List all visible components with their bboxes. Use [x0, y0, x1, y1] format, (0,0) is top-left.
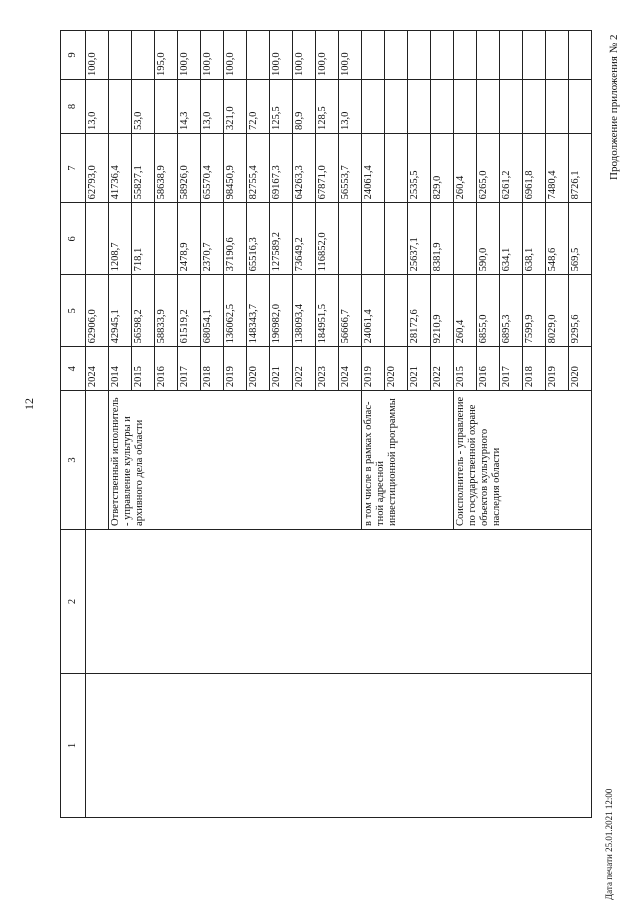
value-cell-c8: 80,9	[293, 79, 316, 133]
year-cell: 2016	[477, 347, 500, 391]
value-cell-c6: 638,1	[523, 203, 546, 275]
value-cell-c5: 196982,0	[270, 275, 293, 347]
value-cell-c9	[500, 31, 523, 80]
value-cell-c9	[454, 31, 477, 80]
value-cell-c5: 56598,2	[132, 275, 155, 347]
value-cell-c5: 138093,4	[293, 275, 316, 347]
value-cell-c8	[477, 79, 500, 133]
value-cell-c5: 184951,5	[316, 275, 339, 347]
value-cell-c6: 116852,0	[316, 203, 339, 275]
value-cell-c9	[132, 31, 155, 80]
year-cell: 2022	[293, 347, 316, 391]
value-cell-c6: 37190,6	[224, 203, 247, 275]
value-cell-c9	[247, 31, 270, 80]
value-cell-c8	[155, 79, 178, 133]
value-cell-c8: 128,5	[316, 79, 339, 133]
value-cell-c9: 195,0	[155, 31, 178, 80]
value-cell-c8: 13,0	[201, 79, 224, 133]
value-cell-c9: 100,0	[86, 31, 109, 80]
year-cell: 2019	[362, 347, 385, 391]
value-cell-c9	[523, 31, 546, 80]
value-cell-c8	[431, 79, 454, 133]
value-cell-c7: 58638,9	[155, 133, 178, 202]
table-row	[86, 31, 109, 818]
value-cell-c6	[339, 203, 362, 275]
print-date: Дата печати 25.01.2021 12:00	[604, 788, 614, 900]
value-cell-c9: 100,0	[339, 31, 362, 80]
value-cell-c6: 718,1	[132, 203, 155, 275]
value-cell-c6: 1208,7	[109, 203, 132, 275]
value-cell-c7: 65570,4	[201, 133, 224, 202]
value-cell-c7: 56553,7	[339, 133, 362, 202]
value-cell-c8: 125,5	[270, 79, 293, 133]
year-cell: 2014	[109, 347, 132, 391]
value-cell-c6	[454, 203, 477, 275]
column-header-1: 1	[61, 673, 86, 817]
value-cell-c9	[385, 31, 408, 80]
value-cell-c7: 6261,2	[500, 133, 523, 202]
value-cell-c6: 548,6	[546, 203, 569, 275]
value-cell-c5: 9295,6	[569, 275, 592, 347]
value-cell-c5: 61519,2	[178, 275, 201, 347]
year-cell: 2021	[270, 347, 293, 391]
value-cell-c8	[408, 79, 431, 133]
group-label: в том числе в рамках облас-тной адресной инвестиционной программы	[362, 391, 454, 530]
value-cell-c7: 829,0	[431, 133, 454, 202]
value-cell-c6: 590,0	[477, 203, 500, 275]
value-cell-c5: 148343,7	[247, 275, 270, 347]
year-cell: 2016	[155, 347, 178, 391]
value-cell-c7: 6961,8	[523, 133, 546, 202]
value-cell-c6: 2478,9	[178, 203, 201, 275]
value-cell-c9	[569, 31, 592, 80]
value-cell-c5: 8029,0	[546, 275, 569, 347]
year-cell: 2023	[316, 347, 339, 391]
value-cell-c7: 6265,0	[477, 133, 500, 202]
value-cell-c6	[86, 203, 109, 275]
value-cell-c9	[477, 31, 500, 80]
value-cell-c6: 65516,3	[247, 203, 270, 275]
value-cell-c6: 8381,9	[431, 203, 454, 275]
value-cell-c5: 42945,1	[109, 275, 132, 347]
continuation-label: Продолжение приложения № 2	[608, 34, 620, 180]
value-cell-c6	[385, 203, 408, 275]
year-cell: 2022	[431, 347, 454, 391]
value-cell-c9: 100,0	[293, 31, 316, 80]
value-cell-c7: 69167,3	[270, 133, 293, 202]
value-cell-c8: 13,0	[86, 79, 109, 133]
value-cell-c7: 55827,1	[132, 133, 155, 202]
group-label: Соисполнитель - управление по государственной охране объектов культурного наследия области	[454, 391, 592, 530]
value-cell-c7	[385, 133, 408, 202]
value-cell-c6: 127589,2	[270, 203, 293, 275]
year-cell: 2017	[500, 347, 523, 391]
value-cell-c7: 82755,4	[247, 133, 270, 202]
value-cell-c8	[109, 79, 132, 133]
value-cell-c9: 100,0	[201, 31, 224, 80]
value-cell-c6: 73649,2	[293, 203, 316, 275]
year-cell: 2020	[385, 347, 408, 391]
value-cell-c5: 28172,6	[408, 275, 431, 347]
value-cell-c5: 68054,1	[201, 275, 224, 347]
value-cell-c8: 321,0	[224, 79, 247, 133]
value-cell-c8: 53,0	[132, 79, 155, 133]
year-cell: 2018	[201, 347, 224, 391]
value-cell-c6	[362, 203, 385, 275]
year-cell: 2017	[178, 347, 201, 391]
value-cell-c8	[500, 79, 523, 133]
value-cell-c8: 13,0	[339, 79, 362, 133]
page-number: 12	[22, 398, 36, 410]
column-header-5: 5	[61, 275, 86, 347]
value-cell-c5: 56666,7	[339, 275, 362, 347]
column-header-8: 8	[61, 79, 86, 133]
year-cell: 2020	[569, 347, 592, 391]
year-cell: 2015	[132, 347, 155, 391]
value-cell-c7: 2535,5	[408, 133, 431, 202]
value-cell-c5: 7599,9	[523, 275, 546, 347]
column-header-9: 9	[61, 31, 86, 80]
year-cell: 2021	[408, 347, 431, 391]
value-cell-c7: 8726,1	[569, 133, 592, 202]
value-cell-c8	[523, 79, 546, 133]
value-cell-c7: 24061,4	[362, 133, 385, 202]
column-header-6: 6	[61, 203, 86, 275]
value-cell-c5	[385, 275, 408, 347]
budget-table	[60, 30, 592, 818]
value-cell-c9: 100,0	[270, 31, 293, 80]
group-label: Ответственный исполнитель - управление культуры и архивного дела области	[109, 391, 362, 530]
header-row	[61, 31, 86, 818]
column-header-7: 7	[61, 133, 86, 202]
value-cell-c7: 62793,0	[86, 133, 109, 202]
value-cell-c6: 634,1	[500, 203, 523, 275]
value-cell-c6	[155, 203, 178, 275]
value-cell-c7: 41736,4	[109, 133, 132, 202]
value-cell-c7: 67871,0	[316, 133, 339, 202]
value-cell-c8	[546, 79, 569, 133]
value-cell-c5: 24061,4	[362, 275, 385, 347]
column-header-2: 2	[61, 529, 86, 673]
value-cell-c9	[362, 31, 385, 80]
value-cell-c7: 64263,3	[293, 133, 316, 202]
value-cell-c7: 260,4	[454, 133, 477, 202]
value-cell-c6: 2370,7	[201, 203, 224, 275]
value-cell-c8	[569, 79, 592, 133]
value-cell-c9	[109, 31, 132, 80]
value-cell-c8: 72,0	[247, 79, 270, 133]
table-body	[86, 31, 592, 818]
value-cell-c5: 6895,3	[500, 275, 523, 347]
value-cell-c8	[385, 79, 408, 133]
value-cell-c5: 260,4	[454, 275, 477, 347]
value-cell-c9	[408, 31, 431, 80]
col2-cell	[86, 529, 592, 673]
col1-cell	[86, 673, 592, 817]
column-header-4: 4	[61, 347, 86, 391]
column-header-3: 3	[61, 391, 86, 530]
year-cell: 2024	[339, 347, 362, 391]
value-cell-c5: 62906,0	[86, 275, 109, 347]
value-cell-c6: 25637,1	[408, 203, 431, 275]
value-cell-c7: 7480,4	[546, 133, 569, 202]
value-cell-c9: 100,0	[224, 31, 247, 80]
value-cell-c9: 100,0	[178, 31, 201, 80]
value-cell-c9	[431, 31, 454, 80]
group-label	[86, 391, 109, 530]
year-cell: 2018	[523, 347, 546, 391]
budget-table-wrapper	[60, 30, 580, 818]
year-cell: 2019	[224, 347, 247, 391]
value-cell-c8: 14,3	[178, 79, 201, 133]
year-cell: 2020	[247, 347, 270, 391]
year-cell: 2019	[546, 347, 569, 391]
value-cell-c9: 100,0	[316, 31, 339, 80]
value-cell-c5: 9210,9	[431, 275, 454, 347]
value-cell-c9	[546, 31, 569, 80]
value-cell-c5: 136062,5	[224, 275, 247, 347]
year-cell: 2015	[454, 347, 477, 391]
value-cell-c5: 58833,9	[155, 275, 178, 347]
year-cell: 2024	[86, 347, 109, 391]
value-cell-c7: 98450,9	[224, 133, 247, 202]
value-cell-c7: 58926,0	[178, 133, 201, 202]
value-cell-c6: 569,5	[569, 203, 592, 275]
value-cell-c8	[362, 79, 385, 133]
value-cell-c8	[454, 79, 477, 133]
value-cell-c5: 6855,0	[477, 275, 500, 347]
